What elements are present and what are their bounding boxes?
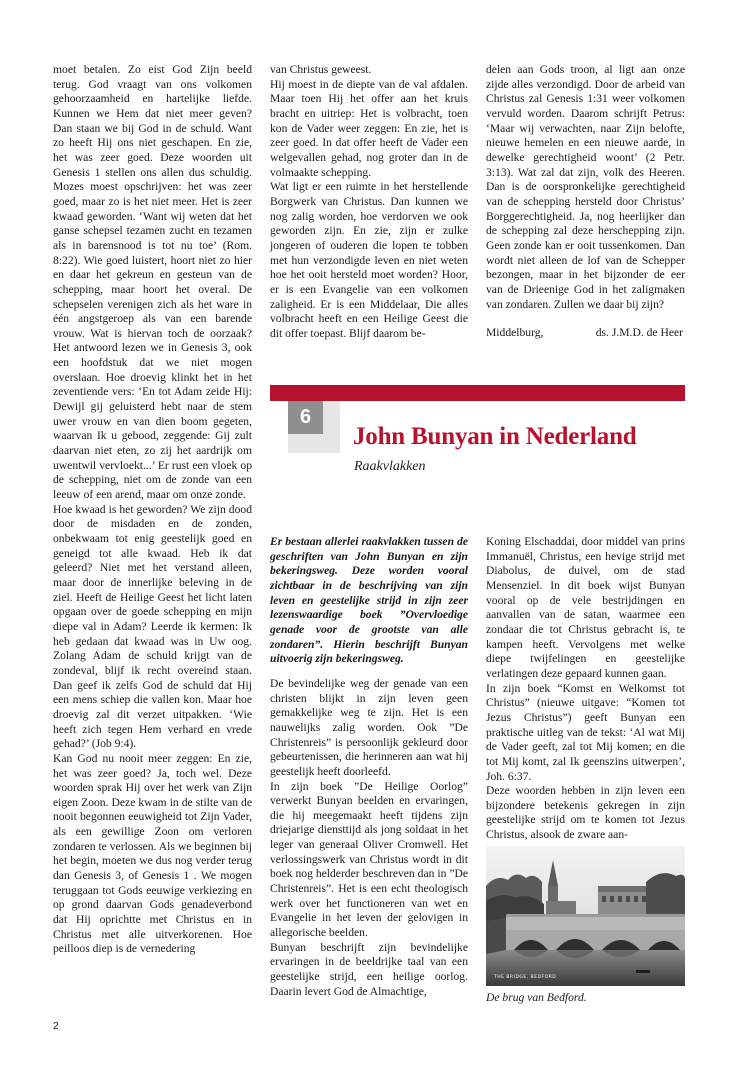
signature-name: ds. J.M.D. de Heer — [595, 326, 683, 340]
prev-article-column-1 — [53, 63, 252, 957]
signature — [486, 326, 685, 341]
prev-article-column-3 — [486, 63, 685, 341]
paragraph: Kan God nu nooit meer zeggen: En zie, het was zeer goed? Ja, toch wel. Deze woorden sprak Hij over het werk van Zijn eigen Zoon. Deze kwam in de stilte van de nooit begonnen eeuwigheid tot Zijn Vader, als een gewillige Zoon om verloren zondaren te verlossen. Als we beginnen bij het begin, moeten we dus nog verder terug dan Genesis 3, of Genesis 1 . We mogen teruggaan tot Gods eeuwige verkiezing en op grond daarvan Gods genadeverbond dat Hij oprichtte met Christus en in Christus met alle uitverkorenen. Hoe peilloos diep is de vernedering — [53, 751, 252, 956]
article-number-badge: 6 — [288, 401, 323, 434]
paragraph: van Christus geweest. — [270, 63, 372, 76]
paragraph: Wat ligt er een ruimte in het herstellende Borgwerk van Christus. Dan kunnen we nog zalig worden, hoe verdorven we ook geworden zijn. En zie, zijn er zulke jongeren of ouderen die lopen te tobben met hun verzondigde leven en niet weten hoe het ooit hersteld moet worden? Hoor, er is een Evangelie van een volkomen zaligheid. Er is een Middelaar, Die alles volbracht heeft en een Heilige Geest die dit offer toepast. Blijf daarom be- — [270, 180, 468, 340]
article-header — [270, 385, 685, 495]
paragraph: Deze woorden hebben in zijn leven een bijzondere betekenis gekregen in zijn geestelijke strijd om te komen tot Jezus Christus, alsook de zware aan- — [486, 784, 685, 842]
prev-article-column-2 — [270, 63, 468, 341]
article-column-2 — [486, 535, 685, 843]
paragraph: Hij moest in de diepte van de val afdalen. Maar toen Hij het offer aan het kruis bracht en uitriep: Het is volbracht, toen kon de Vader weer zeggen: En zie, het is zeer goed. In dat offer heeft de Vader een welgevallen gehad, nog groter dan in de volmaakte schepping. — [270, 77, 468, 179]
header-accent-bar — [270, 385, 685, 401]
article-column-1 — [270, 535, 468, 999]
paragraph: In zijn boek “Komst en Welkomst tot Christus” (nieuwe uitgave: “Komen tot Jezus Christus”) geeft Bunyan een praktische uitleg van de tekst: ‘Al wat Mij de Vader geeft, zal tot Mij komen; en die tot Mij komt, zal Ik geenszins uitwerpen’, Joh. 6:37. — [486, 681, 685, 783]
photo-inline-caption: THE BRIDGE, BEDFORD — [494, 975, 557, 980]
signature-place: Middelburg, — [486, 326, 544, 340]
bridge-photo-image — [486, 846, 685, 986]
paragraph: In zijn boek ”De Heilige Oorlog” verwerkt Bunyan beelden en ervaringen, die hij meegemaakt heeft tijdens zijn driejarige diensttijd als jong soldaat in het leger van generaal Oliver Cromwell. Het verlossingswerk van Christus wordt in dit boek nog helderder beschreven dan in ”De Christenreis”. Het is een echt theologisch werk over het functioneren van wet en Evangelie in het leven der gelovigen in allegorische beelden. — [270, 779, 468, 940]
paragraph: Bunyan beschrijft zijn bevindelijke ervaringen in de beeldrijke taal van een geestelijke strijd, een heilige oorlog. Daarin levert God de Almachtige, — [270, 940, 468, 998]
bridge-photo — [486, 846, 685, 986]
paragraph: moet betalen. Zo eist God Zijn beeld terug. God vraagt van ons volkomen gehoorzaamheid en hartelijke liefde. Kunnen we Hem dat niet meer geven? Dan staan we bij God in de schuld. Want zo heeft Hij ons niet geschapen. En zie, het was zeer goed. Deze woorden uit Genesis 1 stellen ons allen dus schuldig. Mozes moest opschrijven: het was zeer goed, maar zo is het niet meer. Het is zeer kwaad geworden. ‘Want wij weten dat het ganse schepsel tezamen zucht en tezamen als in barensnood is tot nu toe’ (Rom. 8:22). Wie goed luistert, hoort niet zo hier en daar het gekreun en gesteun van de schepping, maar hoort het overal. De schepselen verenigen zich als het ware in één angstgeroep als van een barende vrouw. Wat is hiervan toch de oorzaak? Het antwoord lezen we in Genesis 3, ook een hoofdstuk dat we niet mogen overslaan. Hoe droevig klinkt het in het zeventiende vers: ‘En tot Adam zeide Hij: Dewijl gij geluisterd hebt naar de stem uwer vrouw en van dien boom gegeten, waarvan Ik u gebood, zeggende: Gij zult daarvan niet eten, zo zij het aardrijk om uwentwil vervloekt...’ Er rust een vloek op de schepping, niet om de zonde van een leeuw of een arend, maar om onze zonde. — [53, 63, 252, 502]
article-subtitle: Raakvlakken — [354, 459, 426, 474]
article-intro: Er bestaan allerlei raakvlakken tussen de geschriften van John Bunyan en zijn bekeringsweg. Deze worden vooral zichtbaar in de beschrijving van zijn leven en geestelijke strijd in zijn zeer lezenswaardige boek ”Overvloedige genade voor de grootste van alle zondaren”. Hierin beschrijft Bunyan uitvoerig zijn bekeringsweg. — [270, 535, 468, 666]
paragraph: delen aan Gods troon, al ligt aan onze zijde alles verzondigd. Door de arbeid van Christus zal Genesis 1:31 weer volkomen vervuld worden. Daarom schrijft Petrus: ‘Maar wij verwachten, naar Zijn belofte, nieuwe hemelen en een nieuwe aarde, in dewelke gerechtigheid woont’ (2 Petr. 3:13). Wat zal dat zijn, volk des Heeren. Dan is de oorspronkelijke gerechtigheid van de schepping hersteld door Christus’ Borggerechtigheid. Ja, nog heerlijker dan de schepping zal deze herschepping zijn. Geen zonde kan er ooit tussenkomen. Dan wordt niet alleen de lof van de Schepper bezongen, maar in het bijzonder de eer van de Drieenige God in het zaligmaken van zondaren. Zullen we daar bij zijn? — [486, 63, 685, 311]
paragraph: Hoe kwaad is het geworden? We zijn dood door de misdaden en de zonden, onbekwaam tot enig geestelijk goed en geneigd tot alle kwaad. Heb ik dat geleerd? Niet met het verstand alleen, maar door de innerlijke beleving in de ziel. Heeft de Heilige Geest het licht laten opgaan over de goede schepping en mijn diepe val in Adam? Leerde ik kermen: Ik heb gedaan dat kwaad was in Uw oog. Zolang Adam de schuld krijgt van de zondeval, blijf ik recht overeind staan. Dan geef ik zelfs God de schuld dat Hij een mens schiep die vallen kon. Maar hoe droevig zal dit verzet uitpakken. ‘Wie heeft zich tegen Hem verhard en vrede gehad?’ (Job 9:4). — [53, 502, 252, 751]
paragraph: Koning Elschaddai, door middel van prins Immanuël, Christus, een hevige strijd met Diabolus, de duivel, om de stad Mensenziel. In dit boek wijst Bunyan vooral op de vele bestrijdingen en aanvallen van de satan, waarmee een zondaar die tot Christus gebracht is, te kampen heeft. Vervolgens met welke diepe twijfelingen en geestelijke verlatingen deze gepaard kunnen gaan. — [486, 535, 685, 680]
paragraph: De bevindelijke weg der genade van een christen blijkt in zijn leven geen gemakkelijke weg te zijn. Het is een nauwelijks zalig worden. Ook ”De Christenreis” is persoonlijk gekleurd door gebeurtenissen, die herinneren aan wat hij geestelijk heeft doorleefd. — [270, 676, 468, 778]
article-title: John Bunyan in Nederland — [353, 423, 637, 450]
page-number: 2 — [53, 1021, 59, 1032]
photo-caption: De brug van Bedford. — [486, 991, 587, 1004]
